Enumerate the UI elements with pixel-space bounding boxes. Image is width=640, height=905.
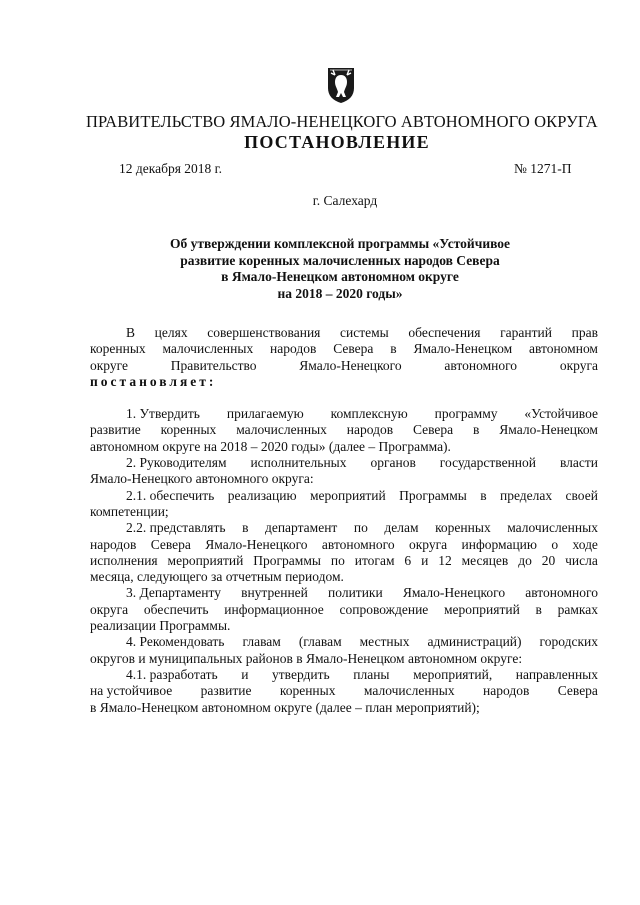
word: своей: [565, 487, 598, 503]
word: в: [480, 487, 487, 503]
title-line: на 2018 – 2020 годы»: [277, 285, 403, 301]
word: делам: [384, 520, 419, 536]
word: автономного: [444, 357, 518, 373]
word: Ямало-Ненецком: [413, 341, 513, 357]
word: Ямало-Ненецкого: [402, 585, 506, 601]
text-line: [90, 520, 598, 536]
word: исполнения: [90, 552, 158, 568]
text-line: Ямало-Ненецкого автономного округа:: [90, 471, 314, 487]
word: гарантий: [500, 325, 552, 340]
word: коренных: [435, 520, 491, 536]
word: в: [535, 601, 542, 617]
word: главам: [242, 634, 281, 650]
text-line: [90, 422, 598, 438]
word: в: [473, 422, 480, 438]
word: 12: [438, 552, 452, 568]
word: 6: [404, 552, 412, 568]
word: коренных: [279, 683, 336, 699]
text-line: [90, 553, 598, 569]
word: обеспечить: [143, 601, 209, 617]
word: Программы: [253, 552, 321, 568]
word: ходе: [572, 536, 598, 552]
coat-of-arms-icon: [326, 66, 356, 104]
text-line: в Ямало-Ненецком автономном округе (далее – план мероприятий);: [90, 699, 480, 715]
word: месяцев: [461, 552, 509, 568]
word: автономном: [528, 341, 598, 357]
word: малочисленных: [162, 341, 254, 357]
word: мероприятий: [309, 487, 386, 503]
word: городских: [539, 634, 598, 650]
word: Ямало-Ненецкого: [299, 357, 402, 373]
word: сопровождение: [339, 601, 429, 617]
word: итогам: [354, 552, 395, 568]
word: Правительство: [170, 357, 257, 373]
word: и: [421, 552, 429, 568]
word: обеспечения: [408, 325, 481, 340]
word: 2.1. обеспечить: [126, 487, 215, 503]
word: органов: [370, 455, 416, 471]
text-line: автономном округе на 2018 – 2020 годы» (далее – Программа).: [90, 438, 451, 454]
word: 2.2. представлять: [126, 520, 226, 536]
word: Ямало-Ненецком: [499, 422, 598, 438]
word: народов: [90, 536, 137, 552]
word: целях: [154, 325, 188, 340]
word: числа: [565, 552, 598, 568]
word: Ямало-Ненецкого: [205, 536, 308, 552]
title-line: в Ямало-Ненецком автономном округе: [221, 269, 459, 284]
text-line: [90, 488, 598, 504]
word: Севера: [557, 683, 598, 699]
word: администраций): [427, 634, 522, 650]
word: округа: [408, 536, 448, 552]
word: развитие: [200, 683, 252, 699]
document-city: г. Салехард: [312, 193, 378, 208]
word: политики: [328, 585, 383, 601]
word: «Устойчивое: [524, 406, 598, 422]
word: и: [241, 666, 249, 682]
word: прав: [571, 325, 598, 340]
document-title: [130, 236, 550, 302]
word: на устойчивое: [90, 683, 173, 699]
word: округе: [90, 357, 128, 373]
text-line: [90, 585, 598, 601]
word: малочисленных: [363, 683, 455, 699]
text-line: [90, 341, 598, 357]
document-number: № 1271-П: [514, 161, 572, 176]
word: направленных: [515, 666, 598, 682]
word: по: [330, 552, 345, 568]
word: малочисленных: [236, 422, 327, 438]
word: о: [551, 536, 559, 552]
text-line: компетенции;: [90, 503, 169, 519]
word: автономного: [525, 585, 598, 601]
word: департамент: [264, 520, 338, 536]
word: системы: [340, 325, 389, 340]
word: мероприятий: [444, 601, 520, 617]
word: 4.1. разработать: [126, 666, 218, 682]
word: Севера: [412, 422, 454, 438]
text-line: [90, 406, 598, 422]
word: информацию: [461, 536, 537, 552]
text-line: [90, 358, 598, 374]
word: пределах: [500, 487, 553, 503]
word: утвердить: [272, 666, 330, 682]
word: местных: [359, 634, 410, 650]
word: по: [353, 520, 368, 536]
text-line: [90, 683, 598, 699]
text-line: [90, 602, 598, 618]
word: В: [126, 325, 136, 340]
document-body: [90, 325, 598, 716]
word: коренных: [160, 422, 217, 438]
word: 1. Утвердить: [126, 406, 200, 422]
word: мероприятий,: [413, 666, 493, 682]
word: (главам: [298, 634, 342, 650]
word: Программы: [399, 487, 467, 503]
word: в: [242, 520, 249, 536]
word: совершенствования: [207, 325, 321, 340]
paragraph-gap: [90, 390, 598, 406]
title-line: Об утверждении комплексной программы «Устойчивое: [169, 236, 511, 251]
word: народов: [270, 341, 317, 357]
word: народов: [483, 683, 530, 699]
text-line: [90, 537, 598, 553]
word: власти: [559, 455, 598, 471]
title-line: развитие коренных малочисленных народов Севера: [180, 252, 500, 268]
word: прилагаемую: [226, 406, 304, 422]
word: реализацию: [227, 487, 297, 503]
word: рамках: [557, 601, 598, 617]
text-line: [90, 667, 598, 683]
word: 2. Руководителям: [126, 455, 227, 471]
word: развитие: [90, 422, 141, 438]
word: внутренней: [241, 585, 308, 601]
word: 3. Департаменту: [126, 585, 221, 601]
word: 20: [541, 552, 556, 568]
text-line: месяца, следующего за отчетным периодом.: [90, 569, 344, 585]
document-type: ПОСТАНОВЛЕНИЕ: [244, 132, 430, 152]
word: в: [390, 341, 397, 357]
word: Севера: [150, 536, 191, 552]
word: Севера: [333, 341, 374, 357]
word: малочисленных: [507, 520, 598, 536]
issuing-authority: ПРАВИТЕЛЬСТВО ЯМАЛО-НЕНЕЦКОГО АВТОНОМНОГО ОКРУГА: [86, 112, 598, 131]
text-line: округов и муниципальных районов в Ямало-Ненецком автономном округе:: [90, 650, 523, 666]
word: программу: [434, 406, 498, 422]
word: округа: [90, 601, 129, 617]
resolves-word: постановляет:: [90, 373, 217, 389]
word: народов: [346, 422, 394, 438]
text-line: [90, 325, 598, 341]
word: мероприятий: [167, 552, 244, 568]
text-line: реализации Программы.: [90, 618, 231, 634]
word: округа: [559, 357, 598, 373]
text-line: [90, 455, 598, 471]
text-line: [90, 634, 598, 650]
word: автономного: [321, 536, 395, 552]
word: государственной: [439, 455, 536, 471]
word: 4. Рекомендовать: [126, 634, 225, 650]
word: комплексную: [330, 406, 408, 422]
word: коренных: [90, 341, 146, 357]
word: до: [518, 552, 532, 568]
word: планы: [353, 666, 390, 682]
word: информационное: [224, 601, 324, 617]
document-date: 12 декабря 2018 г.: [119, 161, 223, 176]
word: исполнительных: [250, 455, 347, 471]
